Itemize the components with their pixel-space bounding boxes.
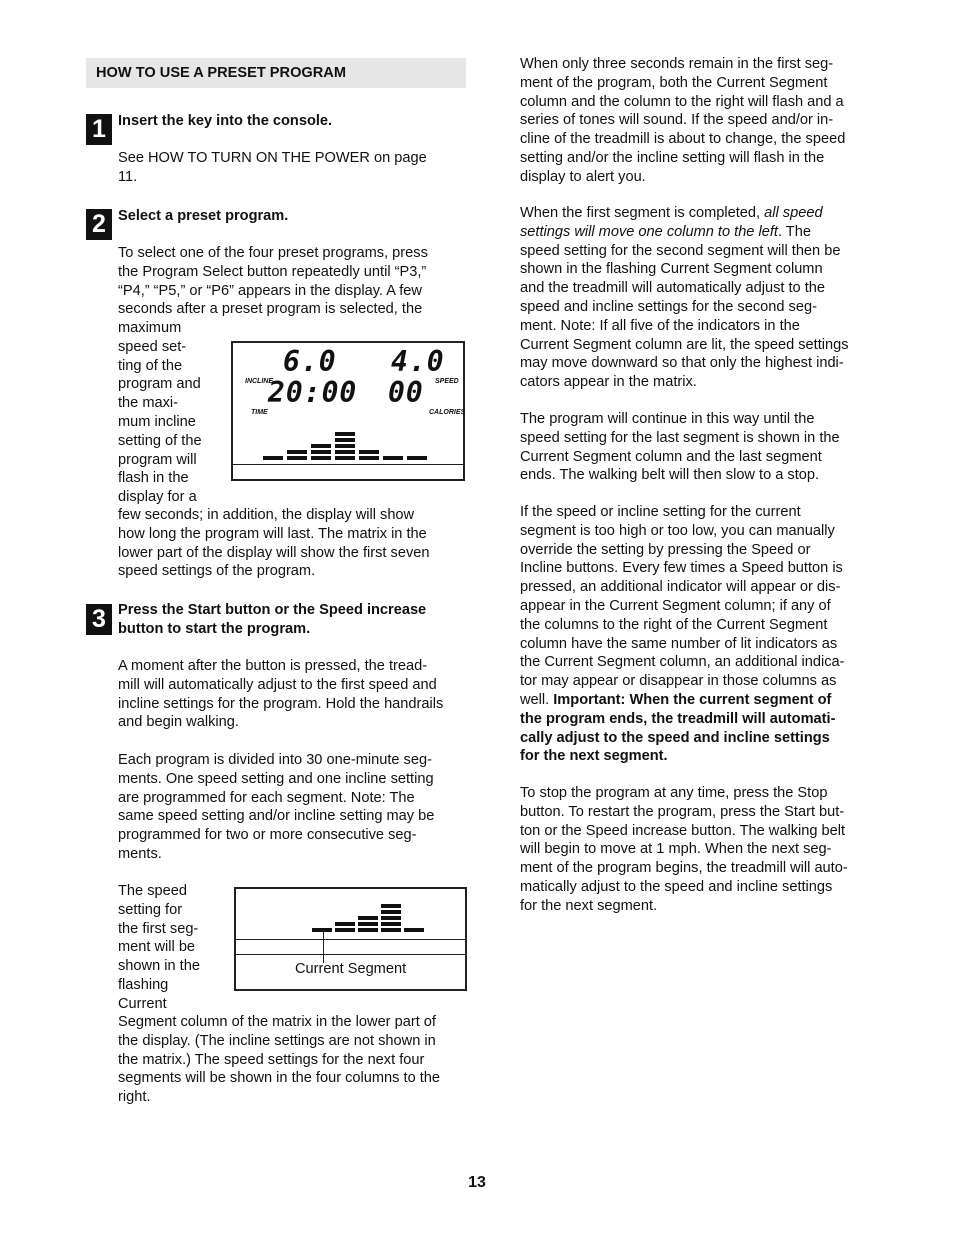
matrix-divider-2 xyxy=(236,954,465,955)
current-segment-pointer xyxy=(323,931,324,963)
current-segment-caption: Current Segment xyxy=(295,961,407,977)
step-1-body: See HOW TO TURN ON THE POWER on page 11. xyxy=(118,150,427,185)
step-3-paragraph-3-bottom: Segment column of the matrix in the lower part of the display. (The incline settings are not shown in the matrix.) The speed settings for the next four segments will be shown in the four columns to the right. xyxy=(118,1014,441,1106)
matrix-divider xyxy=(236,939,465,940)
step-3-paragraph-2: Each program is divided into 30 one-minute seg- ments. One speed setting and one incline setting are programmed for each segment. Note: The same speed setting and/or incline setting may be programmed for two or more consecutive seg- ments. xyxy=(118,752,435,862)
time-readout: 20:00 xyxy=(268,376,358,409)
section-heading-text: HOW TO USE A PRESET PROGRAM xyxy=(96,65,347,81)
calories-readout: 00 xyxy=(388,376,424,409)
step-2-title: Select a preset program. xyxy=(118,208,289,224)
incline-readout: 6.0 xyxy=(283,345,337,378)
section-heading xyxy=(86,58,466,88)
step-2-body-side: maximum speed set- ting of the program and the maxi- mum incline setting of the program will flash in the display for a xyxy=(118,320,202,506)
step-1-title: Insert the key into the console. xyxy=(118,113,333,129)
step-3-title: Press the Start button or the Speed increase button to start the program. xyxy=(118,602,427,637)
step-1-number: 1 xyxy=(86,114,112,145)
right-paragraph-2: When the first segment is completed, all speed settings will move one column to the left. The speed setting for the second segment will then be shown in the flashing Current Segment column and the treadmill will automatically adjust to the speed and incline settings for the second seg- ment. Note: If all five of the indicators in the Current Segment column are lit, the speed settings may move downward so that only the highest indi- cators appear in the matrix. xyxy=(520,205,849,391)
display-divider xyxy=(233,464,463,465)
speed-readout: 4.0 xyxy=(391,345,445,378)
page-number: 13 xyxy=(468,1174,486,1191)
right-paragraph-4: If the speed or incline setting for the current segment is too high or too low, you can manually override the setting by pressing the Speed or Incline buttons. Every few times a Speed button is pressed, an additional indicator will appear or dis- appear in the Current Segment column; if any of the columns to the right of the Current Segment column have the same number of lit indicators as the Current Segment column, an additional indica- tor may appear or disappear in those columns as well. Important: When the current segment of the program ends, the treadmill will automati- cally adjust to the speed and incline settings for the next segment. xyxy=(520,504,845,765)
right-paragraph-5: To stop the program at any time, press the Stop button. To restart the program, press the Start but- ton or the Speed increase button. The walking belt will begin to move at 1 mph. When the next seg- ment of the program begins, the treadmill will auto- matically adjust to the speed and incline settings for the next segment. xyxy=(520,785,848,914)
console-display-illustration xyxy=(231,341,465,481)
step-3-paragraph-1: A moment after the button is pressed, the tread- mill will automatically adjust to the first speed and incline settings for the program. Hold the handrails and begin walking. xyxy=(118,658,444,731)
speed-label: SPEED xyxy=(435,378,459,385)
step-2-body-top: To select one of the four preset programs, press the Program Select button repeatedly until “P3,” “P4,” “P5,” or “P6” appears in the display. A few seconds after a preset program is selected, the xyxy=(118,245,428,318)
calories-label: CALORIES xyxy=(429,409,466,416)
current-segment-illustration xyxy=(234,887,467,991)
right-paragraph-3: The program will continue in this way until the speed setting for the last segment is shown in the Current Segment column and the last segment ends. The walking belt will then slow to a stop. xyxy=(520,411,840,484)
incline-label: INCLINE xyxy=(245,378,273,385)
step-3-paragraph-3-side: The speed setting for the first seg- ment will be shown in the flashing Current xyxy=(118,883,200,1012)
right-paragraph-1: When only three seconds remain in the first seg- ment of the program, both the Current Segment column and the column to the right will flash and a series of tones will sound. If the speed and/or in- cline of the treadmill is about to change, the speed setting and/or the incline setting will flash in the display to alert you. xyxy=(520,56,846,185)
step-3-number: 3 xyxy=(86,604,112,635)
step-2-number: 2 xyxy=(86,209,112,240)
time-label: TIME xyxy=(251,409,268,416)
step-2-body-bottom: few seconds; in addition, the display will show how long the program will last. The matrix in the lower part of the display will show the first seven speed settings of the program. xyxy=(118,507,430,580)
